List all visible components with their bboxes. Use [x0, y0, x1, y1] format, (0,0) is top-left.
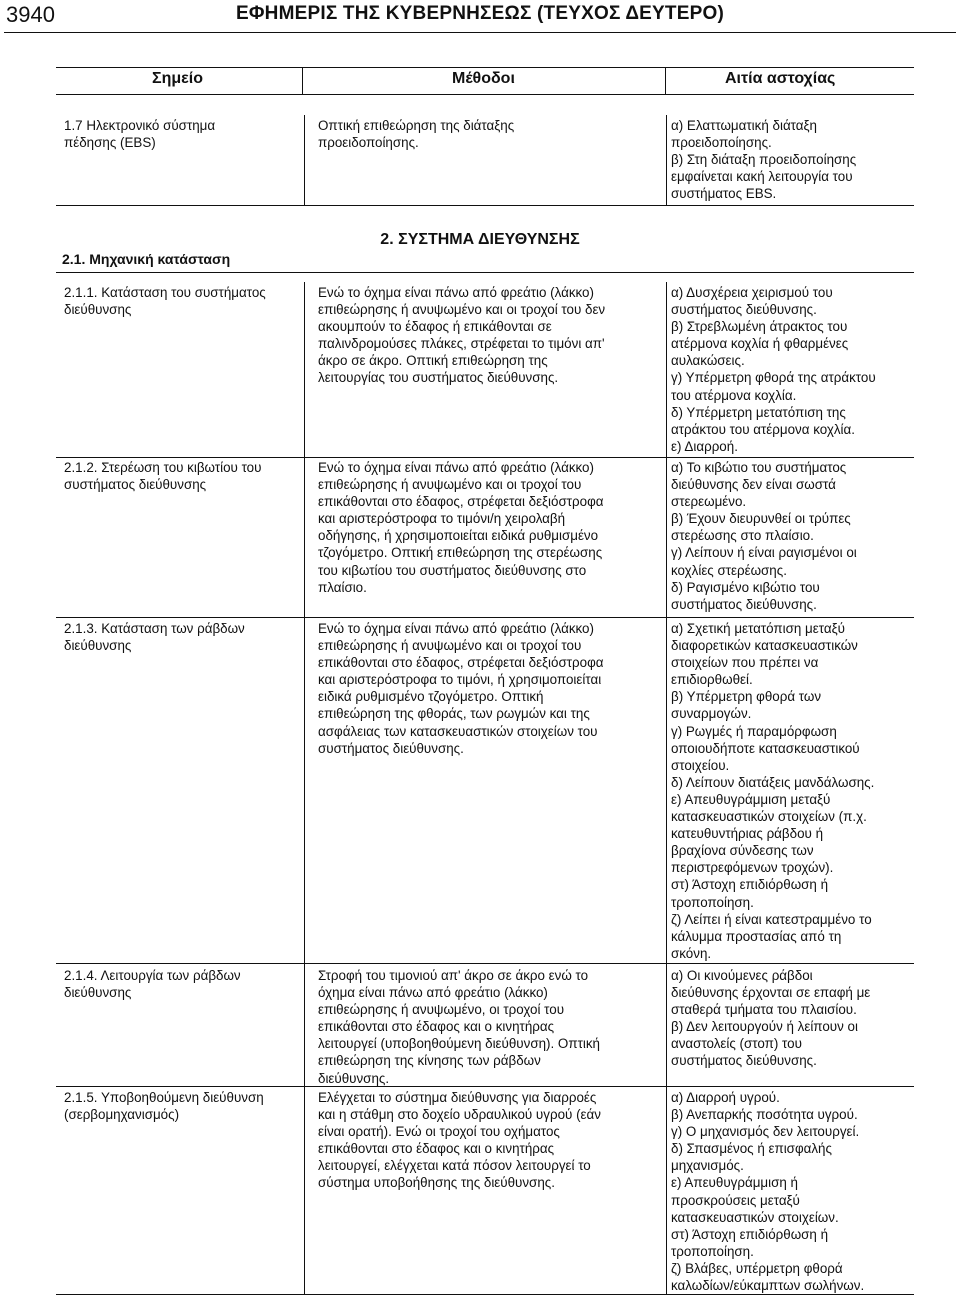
column-header-point: Σημείο: [152, 70, 203, 87]
header-rule: [4, 32, 956, 33]
row-1-7-point: 1.7 Ηλεκτρονικό σύστημα πέδησης (EBS): [64, 118, 216, 151]
row-2-1-4-point: 2.1.4. Λειτουργία των ράβδων διεύθυνσης: [64, 968, 241, 1001]
column-divider-2: [666, 282, 667, 1294]
row-2-1-4-method: Στροφή του τιμονιού απ' άκρο σε άκρο ενώ το όχημα είναι πάνω από φρεάτιο (λάκκο) επιθεώρησης ή ανυψωμένο, οι τροχοί του επικάθονται στο έδαφος και ο κινητήρας λειτουργεί (υποβοηθούμενη διεύθυνση). Οπτική επιθεώρηση της κίνησης των ράβδων διεύθυνσης.: [318, 968, 600, 1086]
page-header: [0, 0, 960, 30]
row-1-7-bottom-rule: [56, 205, 914, 206]
table-bottom-rule: [56, 1294, 914, 1295]
table-top-rule: [56, 67, 914, 68]
row-2-1-3-cause: α) Σχετική μετατόπιση μεταξύ διαφορετικών κατασκευαστικών στοιχείων που πρέπει να επιδιορθωθεί. β) Υπέρμετρη φθορά των συναρμογών. γ) Ρωγμές ή παραμόρφωση οποιουδήποτε κατασκευαστικού στοιχείου. δ) Λείπουν διατάξεις μανδάλωσης. ε) Απευθυγράμμιση μεταξύ κατασκευαστικών στοιχείων (π.χ. κατευθυντήριας ράβδου ή βραχίονα σύνδεσης των περιστρεφόμενων τροχών). στ) Άστοχη επιδιόρθωση ή τροποποίηση. ζ) Λείπει ή είναι κατεστραμμένο το κάλυμμα προστασίας από τη σκόνη.: [671, 621, 875, 961]
row-2-1-1-point: 2.1.1. Κατάσταση του συστήματος διεύθυνσης: [64, 285, 266, 318]
column-divider-2: [665, 67, 666, 95]
row-2-1-4-cause: α) Οι κινούμενες ράβδοι διεύθυνσης έρχονται σε επαφή με σταθερά τμήματα του πλαισίου. β) Δεν λειτουργούν ή λείπουν οι αναστολείς (στοπ) του συστήματος διεύθυνσης.: [671, 968, 871, 1069]
row-2-1-2-method: Ενώ το όχημα είναι πάνω από φρεάτιο (λάκκο) επιθεώρησης ή ανυψωμένο και οι τροχοί του επικάθονται στο έδαφος, στρέφεται δεξιόστροφα και αριστερόστροφα το τιμόνι/η χειρολαβή οδήγησης, ή χρησιμοποιείται ειδικά ρυθμισμένο τζογόμετρο. Οπτική επιθεώρηση της στερέωσης του κιβωτίου του συστήματος διεύθυνσης στο πλαίσιο.: [318, 460, 604, 595]
row-2-1-2-point: 2.1.2. Στερέωση του κιβωτίου του συστήματος διεύθυνσης: [64, 460, 262, 493]
gazette-title: ΕΦΗΜΕΡΙΣ ΤΗΣ ΚΥΒΕΡΝΗΣΕΩΣ (ΤΕΥΧΟΣ ΔΕΥΤΕΡΟ): [236, 3, 724, 24]
column-divider-1: [302, 67, 303, 95]
row-separator: [56, 1086, 914, 1087]
row-1-7-cause: α) Ελαττωματική διάταξη προειδοποίησης. β) Στη διάταξη προειδοποίησης εμφαίνεται κακή λειτουργία του συστήματος EBS.: [671, 118, 857, 202]
row-2-1-1-method: Ενώ το όχημα είναι πάνω από φρεάτιο (λάκκο) επιθεώρησης ή ανυψωμένο και οι τροχοί του δεν ακουμπούν το έδαφος ή επικάθονται σε παλινδρομούσες πλάκες, στρέφεται το τιμόνι απ' άκρο σε άκρο. Οπτική επιθεώρηση της λειτουργίας του συστήματος διεύθυνσης.: [318, 285, 606, 386]
row-1-7-divider-1: [304, 115, 305, 205]
row-2-1-5-method: Ελέγχεται το σύστημα διεύθυνσης για διαρροές και η στάθμη στο δοχείο υδραυλικού υγρού (εάν είναι ορατή). Ενώ οι τροχοί του οχήματος επικάθονται στο έδαφος και ο κινητήρας λειτουργεί, ελέγχεται κατά πόσον λειτουργεί το σύστημα υποβοήθησης της διεύθυνσης.: [318, 1090, 601, 1191]
row-separator: [56, 963, 914, 964]
section-title: 2. ΣΥΣΤΗΜΑ ΔΙΕΥΘΥΝΣΗΣ: [380, 231, 580, 248]
row-2-1-5-point: 2.1.5. Υποβοηθούμενη διεύθυνση (σερβομηχανισμός): [64, 1090, 264, 1123]
row-2-1-3-point: 2.1.3. Κατάσταση των ράβδων διεύθυνσης: [64, 621, 245, 654]
row-2-1-2-cause: α) Το κιβώτιο του συστήματος διεύθυνσης δεν είναι σωστά στερεωμένο. β) Έχουν διευρυνθεί οι τρύπες στερέωσης στο πλαίσιο. γ) Λείπουν ή είναι ραγισμένοι οι κοχλίες στερέωσης. δ) Ραγισμένο κιβώτιο του συστήματος διεύθυνσης.: [671, 460, 857, 612]
row-1-7-method: Οπτική επιθεώρηση της διάταξης προειδοποίησης.: [318, 118, 515, 151]
row-separator: [56, 457, 914, 458]
section-rule: [56, 272, 914, 273]
row-2-1-5-cause: α) Διαρροή υγρού. β) Ανεπαρκής ποσότητα υγρού. γ) Ο μηχανισμός δεν λειτουργεί. δ) Σπασμένος ή επισφαλής μηχανισμός. ε) Απευθυγράμμιση ή προσκρούσεις μεταξύ κατασκευαστικών στοιχείων. στ) Άστοχη επιδιόρθωση ή τροποποίηση. ζ) Βλάβες, υπέρμετρη φθορά καλωδίων/εύκαμπτων σωλήνων.: [671, 1090, 865, 1294]
subsection-title: 2.1. Μηχανική κατάσταση: [62, 251, 231, 267]
column-divider-1: [304, 282, 305, 1294]
row-2-1-1-cause: α) Δυσχέρεια χειρισμού του συστήματος διεύθυνσης. β) Στρεβλωμένη άτρακτος του ατέρμονα κοχλία ή φθαρμένες αυλακώσεις. γ) Υπέρμετρη φθορά της ατράκτου του ατέρμονα κοχλία. δ) Υπέρμετρη μετατόπιση της ατράκτου του ατέρμονα κοχλία. ε) Διαρροή.: [671, 285, 876, 454]
table-header-rule: [56, 94, 914, 95]
row-2-1-3-method: Ενώ το όχημα είναι πάνω από φρεάτιο (λάκκο) επιθεώρησης ή ανυψωμένο και οι τροχοί του επικάθονται στο έδαφος, στρέφεται δεξιόστροφα και αριστερόστροφα το τιμόνι, ή χρησιμοποιείται ειδικά ρυθμισμένο τζογόμετρο. Οπτική επιθεώρηση της φθοράς, των ρωγμών και της ασφάλειας των κατασκευαστικών στοιχείων του συστήματος διεύθυνσης.: [318, 621, 604, 756]
row-separator: [56, 617, 914, 618]
page-number: 3940: [6, 2, 55, 27]
column-header-failure-cause: Αιτία αστοχίας: [725, 70, 836, 87]
row-1-7-divider-2: [666, 115, 667, 205]
column-header-methods: Μέθοδοι: [452, 70, 515, 87]
